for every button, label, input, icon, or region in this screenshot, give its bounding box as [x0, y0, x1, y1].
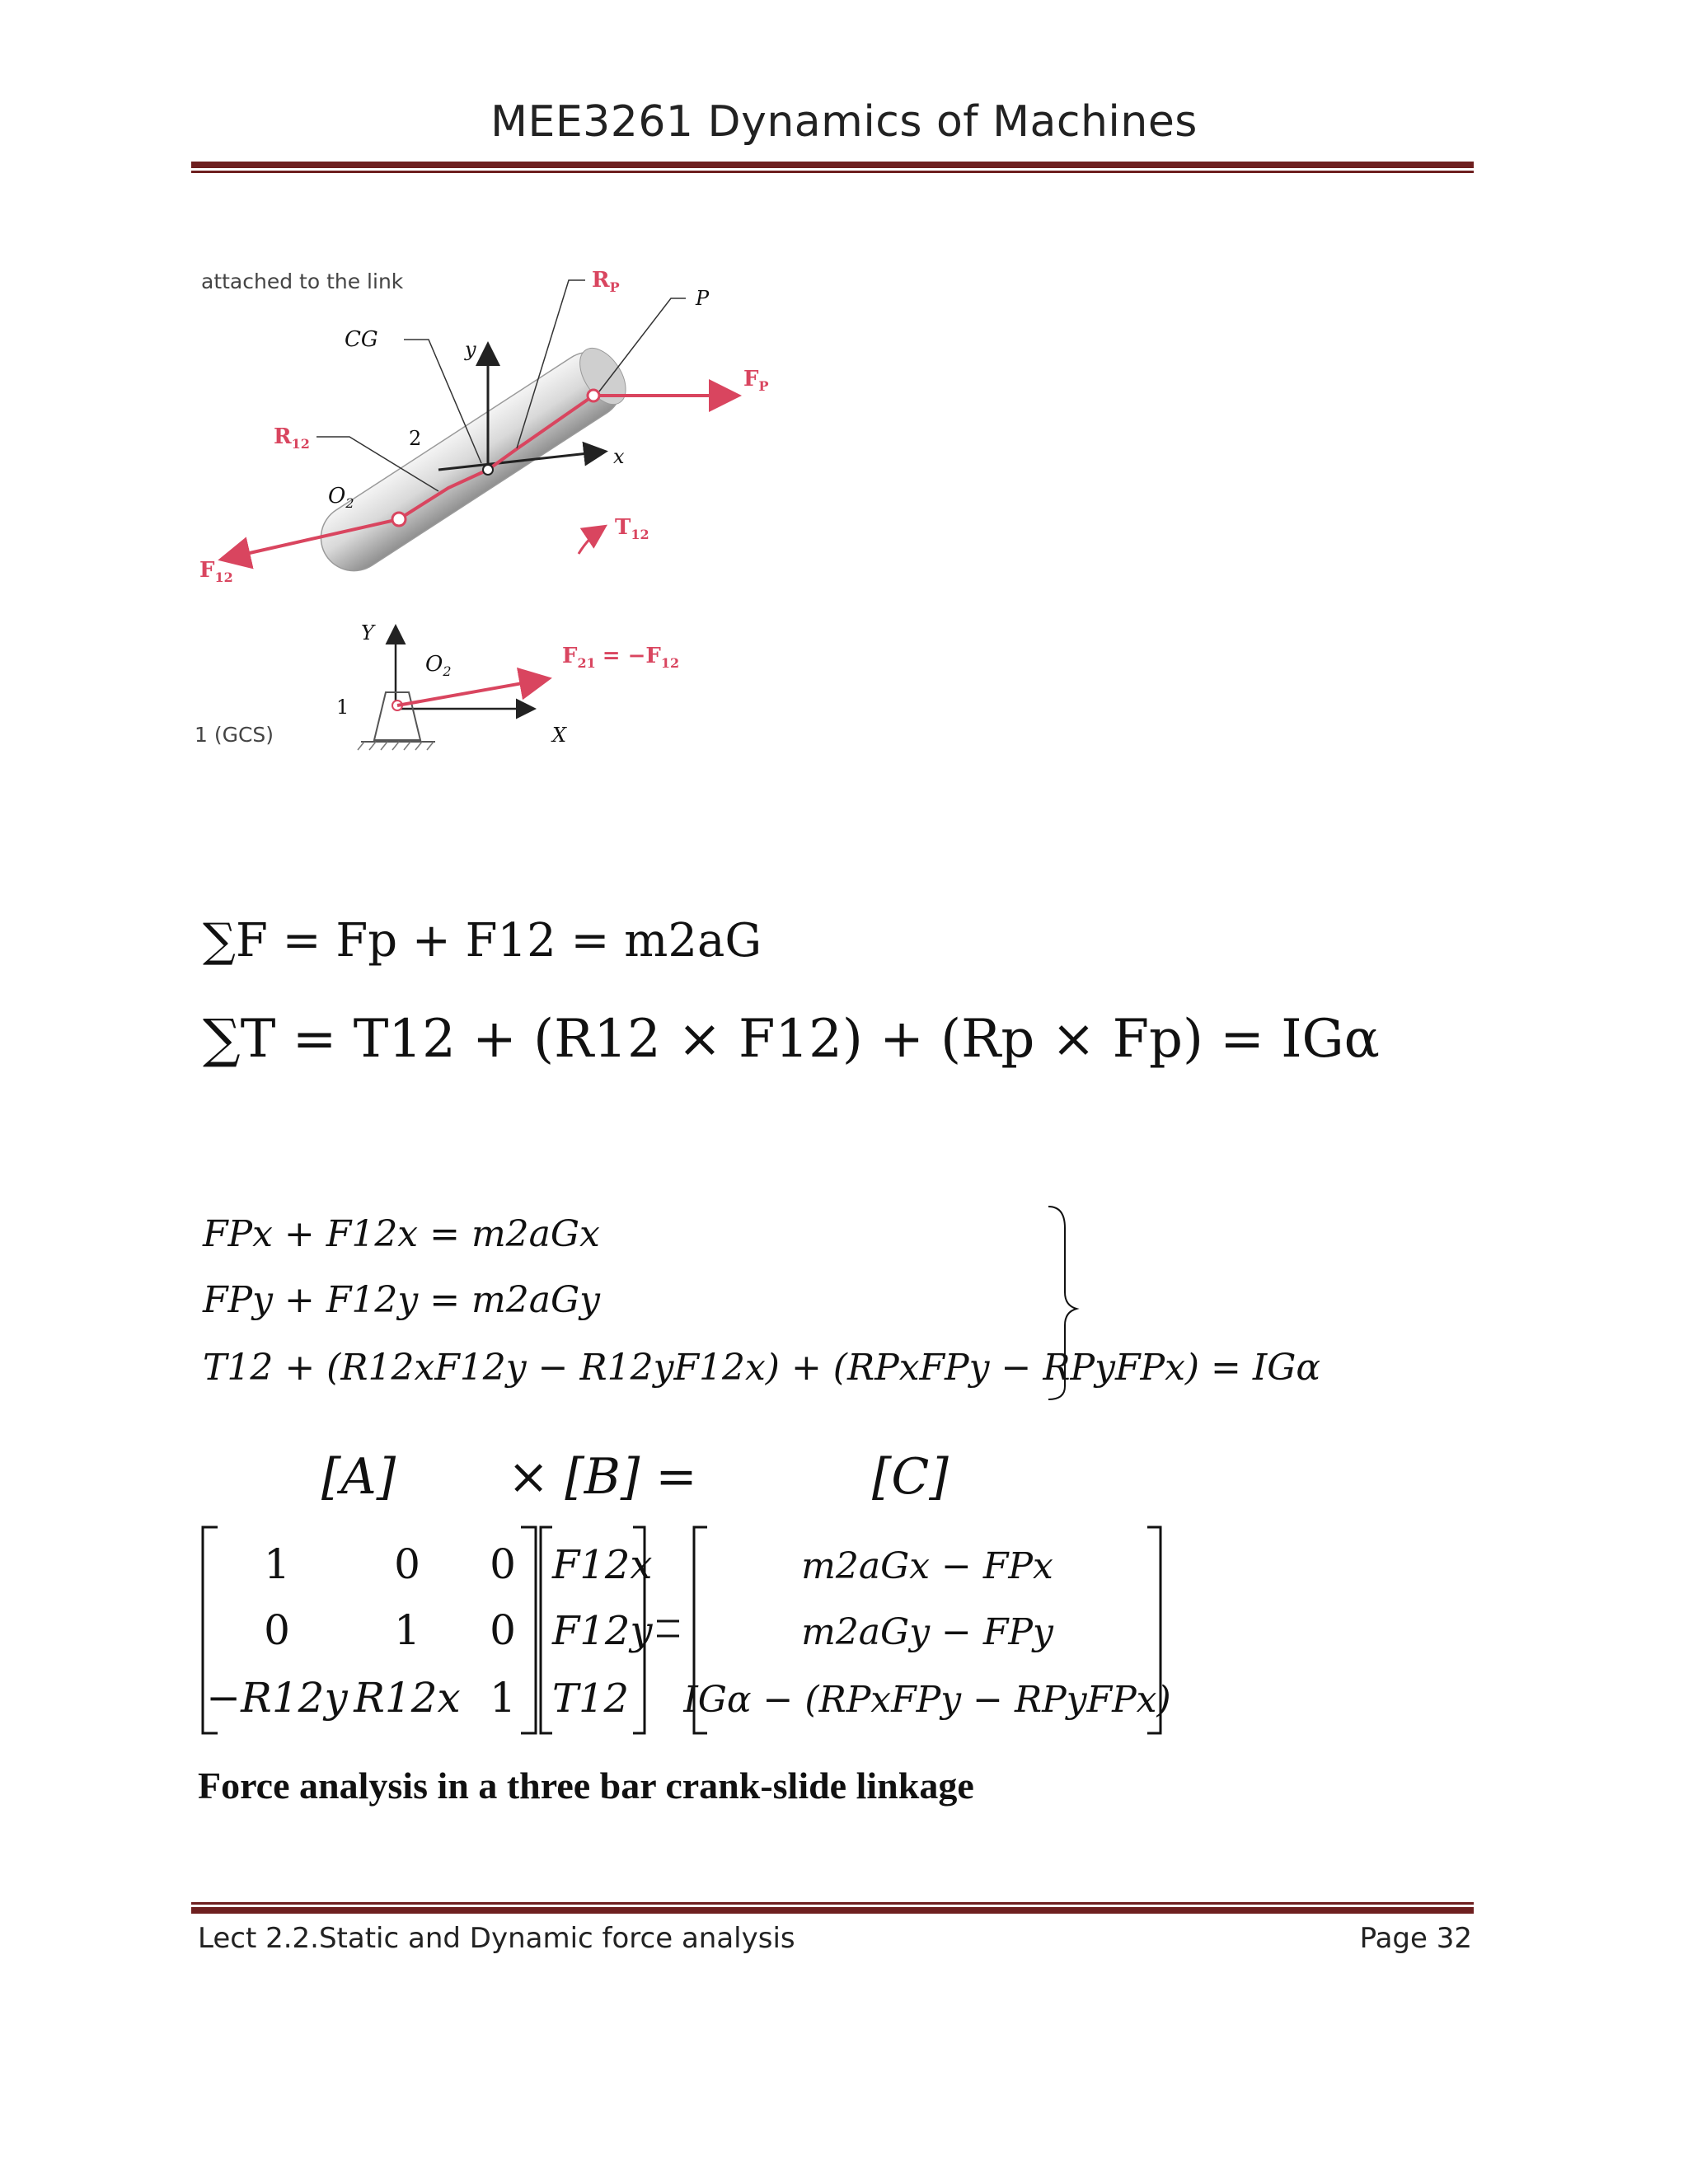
label-matrix-a: [A]: [321, 1448, 396, 1506]
cg-point: [483, 465, 493, 475]
label-o2-ground: $O_2$: [425, 652, 452, 679]
label-f21: $F_{21} = -F_{12}$: [562, 644, 680, 671]
matrix-a-cell: 1: [394, 1606, 420, 1654]
system-row-1: FPx + F12x = m2aGx: [203, 1213, 600, 1255]
scalar-equation-system: [191, 1195, 1321, 1409]
matrix-a-cell: −R12y: [206, 1674, 348, 1722]
footer-lecture-title: Lect 2.2.Static and Dynamic force analysis: [198, 1922, 795, 1955]
ground-pivot-support: [374, 692, 420, 740]
label-link-number: 2: [409, 427, 422, 450]
label-y-local: y: [465, 338, 476, 361]
footer-rule-thick: [191, 1907, 1474, 1914]
vector-c: [682, 1545, 1170, 1721]
label-matrix-c: [C]: [872, 1448, 949, 1506]
matrix-a: [206, 1540, 516, 1722]
matrix-equation: [191, 1521, 1180, 1743]
label-f12: $F_{12}$: [199, 558, 233, 585]
label-x-global: X: [552, 724, 567, 747]
vector-c-cell: m2aGy − FPy: [801, 1611, 1053, 1653]
label-ground-number: 1: [336, 696, 349, 719]
free-body-diagram: [191, 247, 818, 775]
vector-c-cell: m2aGx − FPx: [801, 1545, 1053, 1587]
vector-b-cell: F12x: [552, 1542, 653, 1588]
point-p: [588, 390, 599, 401]
matrix-a-cell: 0: [490, 1606, 516, 1654]
matrix-a-right-bracket: [521, 1527, 536, 1733]
force-f21-arrow: [397, 679, 546, 705]
label-y-global: Y: [361, 621, 374, 644]
footer-rule-thin: [191, 1902, 1474, 1905]
label-o2: $O_2$: [328, 484, 354, 511]
torque-t12-arrow: [579, 527, 603, 554]
matrix-a-cell: 0: [490, 1540, 516, 1588]
header-rule-thick: [191, 162, 1474, 168]
footer-page-number: Page 32: [1359, 1922, 1472, 1955]
section-heading: Force analysis in a three bar crank-slide linkage: [198, 1765, 974, 1807]
matrix-a-cell: 1: [490, 1674, 516, 1722]
page-header-title: MEE3261 Dynamics of Machines: [490, 97, 1198, 147]
label-rp: $R_P$: [592, 268, 620, 295]
matrix-a-cell: 0: [264, 1606, 290, 1654]
system-row-2: FPy + F12y = m2aGy: [203, 1279, 601, 1321]
label-times-b: × [B] =: [508, 1448, 697, 1506]
newton-euler-equations: [191, 874, 1380, 1088]
caption-bottom: 1 (GCS): [195, 723, 274, 747]
vector-b: [551, 1542, 653, 1722]
caption-top: attached to the link: [201, 269, 404, 293]
system-row-3: T12 + (R12xF12y − R12yF12x) + (RPxFPy − RPyFPx) = IGα: [203, 1347, 1321, 1389]
label-t12: $T_{12}$: [615, 515, 649, 542]
ground-hatching: [358, 742, 434, 750]
vector-b-left-bracket: [541, 1527, 552, 1733]
vector-b-cell: T12: [552, 1675, 630, 1722]
matrix-a-cell: 0: [394, 1540, 420, 1588]
pivot-o2: [392, 513, 406, 526]
label-x-local: x: [613, 445, 625, 468]
label-p: P: [696, 287, 710, 310]
vector-b-cell: F12y: [552, 1608, 653, 1654]
header-rule-thin: [191, 171, 1474, 173]
label-r12: $R_{12}$: [274, 424, 310, 452]
vector-c-cell: IGα − (RPxFPy − RPyFPx): [683, 1679, 1171, 1721]
matrix-a-cell: 1: [264, 1540, 290, 1588]
equation-sum-t: ∑T = T12 + (R12 × F12) + (Rp × Fp) = IGα: [203, 1009, 1380, 1070]
link-2-body: [308, 339, 635, 583]
matrix-a-cell: R12x: [354, 1674, 461, 1722]
matrix-labels: [191, 1434, 1015, 1516]
equation-sum-f: ∑F = Fp + F12 = m2aG: [203, 914, 762, 968]
label-cg: CG: [345, 327, 378, 352]
label-fp: $F_P$: [743, 367, 769, 394]
